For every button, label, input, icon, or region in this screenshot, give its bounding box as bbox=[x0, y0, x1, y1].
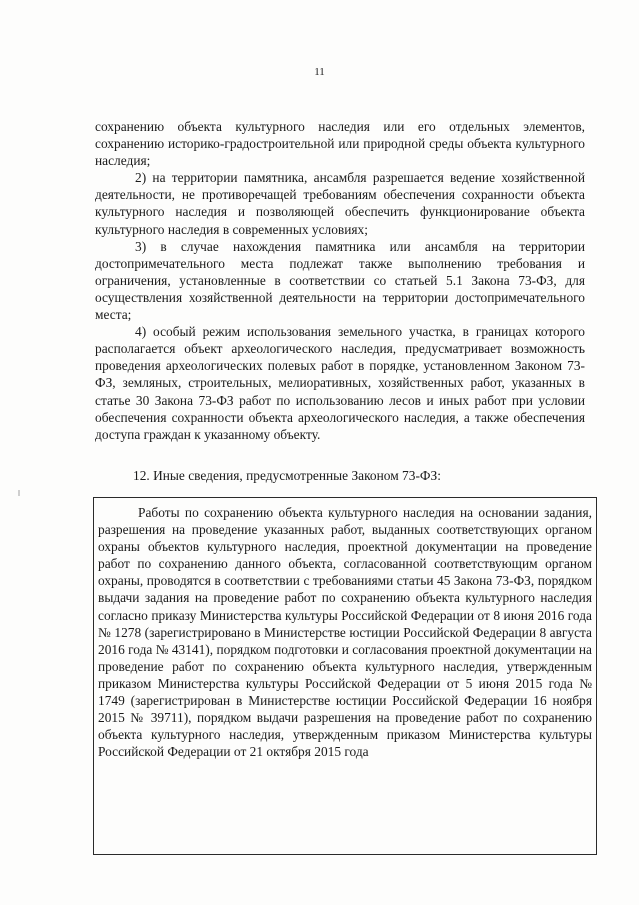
paragraph-item-2: 2) на территории памятника, ансамбля разрешается ведение хозяйственной деятельности, не противоречащей требованиям обеспечения сохранности объекта культурного наследия и позволяющей обеспечить функционирование объекта культурного наследия в современных условиях; bbox=[95, 170, 585, 237]
paragraph-item-4: 4) особый режим использования земельного участка, в границах которого располагается объект археологического наследия, предусматривает возможность проведения археологических полевых работ в порядке, установленном Законом 73-ФЗ, земляных, строительных, мелиоративных, хозяйственных работ, указанных в статье 30 Закона 73-ФЗ работ по использованию лесов и иных работ при условии обеспечения сохранности объекта археологического наследия, а также обеспечения доступа граждан к указанному объекту. bbox=[95, 324, 585, 442]
body-text bbox=[95, 118, 585, 443]
boxed-paragraph: Работы по сохранению объекта культурного наследия на основании задания, разрешения на проведение указанных работ, выданных соответствующих органом охраны объектов культурного наследия, проектной документации на проведение работ по сохранению данного объекта, согласованной соответствующим органом охраны, проводятся в соответствии с требованиями статьи 45 Закона 73-ФЗ, порядком выдачи задания на проведение работ по сохранению объекта культурного наследия согласно приказу Министерства культуры Российской Федерации от 8 июня 2016 года № 1278 (зарегистрировано в Министерстве юстиции Российской Федерации 8 августа 2016 года № 43141), порядком подготовки и согласования проектной документации на проведение работ по сохранению объекта культурного наследия, утвержденным приказом Министерства культуры Российской Федерации от 5 июня 2015 года № 1749 (зарегистрирован в Министерстве юстиции Российской Федерации 16 ноября 2015 № 39711), порядком выдачи разрешения на проведение работ по сохранению объекта культурного наследия, утвержденным приказом Министерства культуры Российской Федерации от 21 октября 2015 года bbox=[98, 505, 592, 760]
scan-margin-mark bbox=[18, 490, 20, 496]
page-number: 11 bbox=[314, 66, 325, 78]
bordered-text-box bbox=[93, 497, 597, 855]
paragraph-item-3: 3) в случае нахождения памятника или ансамбля на территории достопримечательного места подлежат также выполнению требования и ограничения, установленные в соответствии со статьей 5.1 Закона 73-ФЗ, для осуществления хозяйственной деятельности на территории достопримечательного места; bbox=[95, 238, 585, 323]
section-heading: 12. Иные сведения, предусмотренные Законом 73-ФЗ: bbox=[133, 468, 441, 483]
box-bottom-border bbox=[93, 854, 597, 855]
paragraph-continuation: сохранению объекта культурного наследия или его отдельных элементов, сохранению историко-градостроительной или природной среды объекта культурного наследия; bbox=[95, 119, 585, 169]
